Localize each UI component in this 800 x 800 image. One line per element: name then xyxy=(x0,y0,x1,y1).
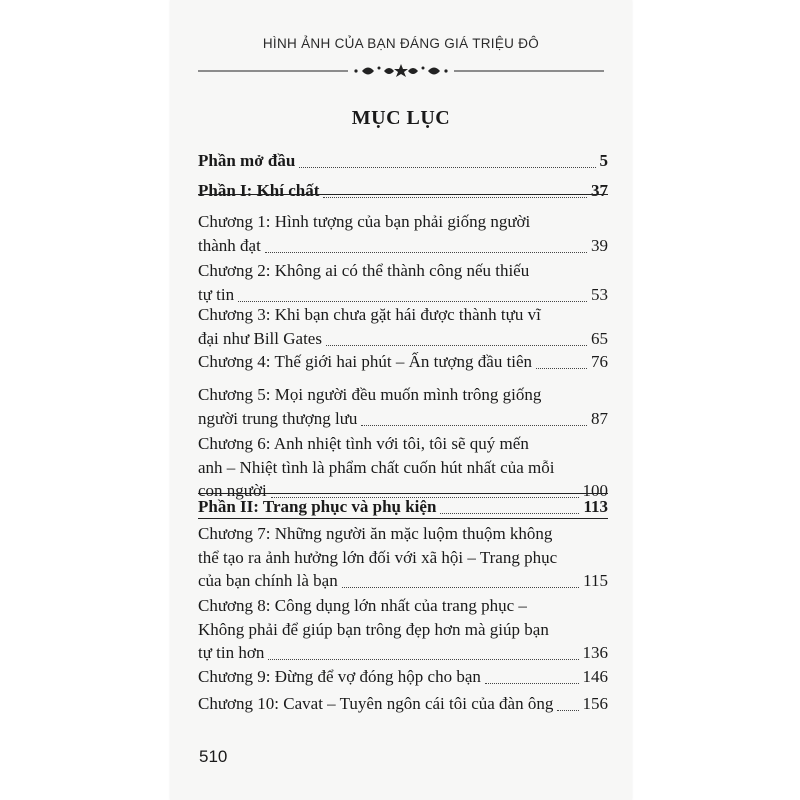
toc-page-number: 136 xyxy=(582,643,608,662)
toc-page-number: 37 xyxy=(591,181,608,200)
toc-entry-text: người trung thượng lưu xyxy=(198,408,358,428)
toc-page-number: 115 xyxy=(583,571,608,590)
toc-page-number: 113 xyxy=(583,497,608,516)
toc-entry-text: Chương 4: Thế giới hai phút – Ấn tượng đầu tiên xyxy=(198,352,533,371)
toc-page-number: 100 xyxy=(582,481,608,500)
toc-page-number: 146 xyxy=(582,667,608,686)
toc-entry-text: tự tin hơn xyxy=(198,643,265,662)
toc-entry-text: Chương 6: Anh nhiệt tình với tôi, tôi sẽ quý mến xyxy=(198,434,529,453)
part-divider xyxy=(198,518,608,519)
toc-leader-dots xyxy=(268,659,578,660)
toc-entry-text: con người xyxy=(198,481,267,500)
toc-entry-text: Chương 2: Không ai có thể thành công nếu thiếu xyxy=(198,261,530,280)
toc-leader-dots xyxy=(557,710,578,711)
running-header: HÌNH ẢNH CỦA BẠN ĐÁNG GIÁ TRIỆU ĐÔ xyxy=(262,36,540,51)
toc-entry-text: Chương 8: Công dụng lớn nhất của trang phục – xyxy=(198,596,527,615)
toc-entry-text: Phần I: Khí chất xyxy=(198,181,320,200)
toc-leader-dots xyxy=(323,197,587,198)
toc-entry-text: của bạn chính là bạn xyxy=(198,571,338,590)
toc-entry-text: Phần mở đầu xyxy=(198,151,296,170)
toc-title: MỤC LỤC xyxy=(351,107,451,129)
ornament-divider-icon xyxy=(198,62,604,80)
part-divider xyxy=(198,194,608,195)
toc-entry-text: Chương 7: Những người ăn mặc luộm thuộm không xyxy=(198,524,553,543)
toc-page-number: 65 xyxy=(591,328,608,348)
page-number: 510 xyxy=(199,747,228,766)
toc-leader-dots xyxy=(326,345,587,346)
toc-leader-dots xyxy=(536,368,587,369)
toc-leader-dots xyxy=(238,301,587,302)
toc-leader-dots xyxy=(265,252,587,253)
toc-entry-text: đại như Bill Gates xyxy=(198,328,322,348)
toc-entry-text: Chương 5: Mọi người đều muốn mình trông giống xyxy=(198,385,542,404)
toc-entry-text: thành đạt xyxy=(198,235,261,255)
toc-page-number: 53 xyxy=(591,284,608,304)
toc-entry-text: thể tạo ra ảnh hưởng lớn đối với xã hội – Trang phục xyxy=(198,547,558,567)
toc-leader-dots xyxy=(342,587,579,588)
toc-page-number: 87 xyxy=(591,408,608,428)
toc-entry-text: anh – Nhiệt tình là phẩm chất cuốn hút nhất của mỗi xyxy=(198,457,555,477)
toc-leader-dots xyxy=(440,513,579,514)
toc-entry-text: Chương 10: Cavat – Tuyên ngôn cái tôi của đàn ông xyxy=(198,694,554,713)
toc-entry-text: Phần II: Trang phục và phụ kiện xyxy=(198,497,437,516)
toc-page-number: 156 xyxy=(582,694,608,713)
toc-entry-text: Chương 3: Khi bạn chưa gặt hái được thành tựu vĩ xyxy=(198,305,541,324)
toc-entry-text: Chương 1: Hình tượng của bạn phải giống người xyxy=(198,212,531,231)
part-divider xyxy=(198,493,608,494)
toc-leader-dots xyxy=(485,683,579,684)
toc-leader-dots xyxy=(361,425,587,426)
toc-entry-text: Không phải để giúp bạn trông đẹp hơn mà giúp bạn xyxy=(198,619,549,639)
toc-page-number: 39 xyxy=(591,235,608,255)
toc-leader-dots xyxy=(299,167,595,168)
toc-page-number: 76 xyxy=(591,352,608,371)
toc-entry-text: tự tin xyxy=(198,284,235,304)
toc-page-number: 5 xyxy=(599,151,608,170)
toc-entry-text: Chương 9: Đừng để vợ đóng hộp cho bạn xyxy=(198,667,481,686)
